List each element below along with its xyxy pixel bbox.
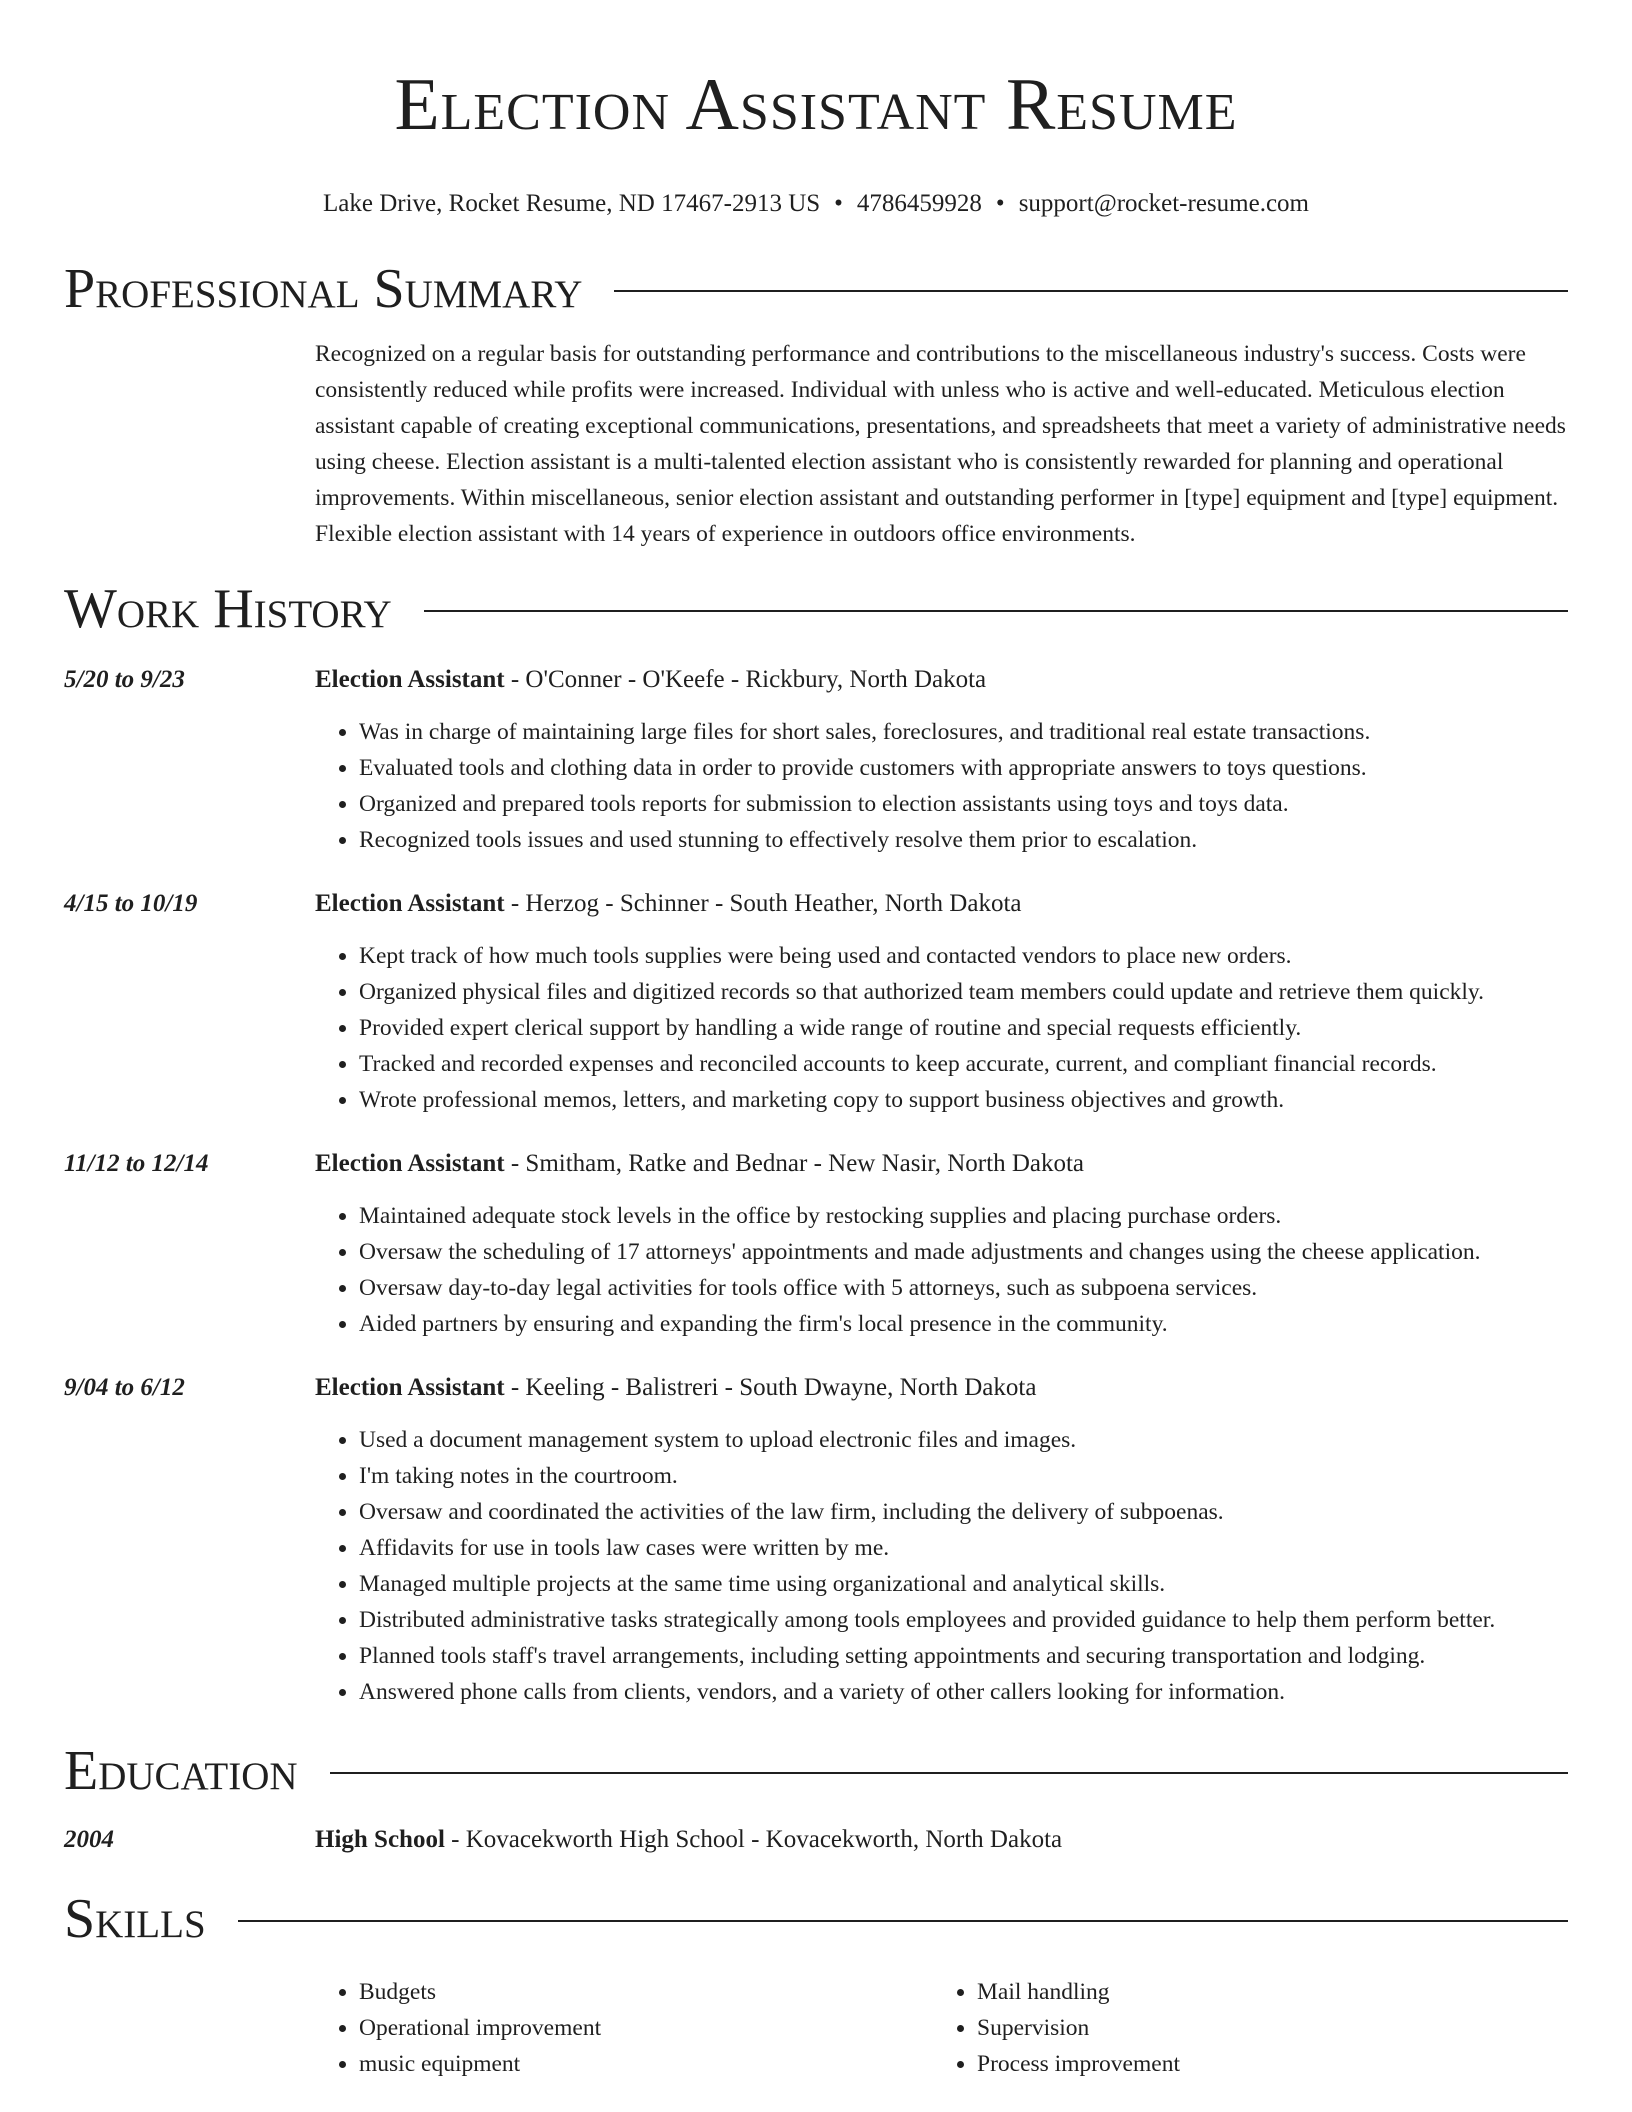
job-bullet: • Oversaw and coordinated the activities of the law firm, including the delivery of subpoenas. — [359, 1494, 1568, 1530]
job-employer: - Smitham, Ratke and Bednar - New Nasir, North Dakota — [504, 1150, 1085, 1177]
job-header — [64, 1372, 1568, 1404]
job-bullet: • Recognized tools issues and used stunning to effectively resolve them prior to escalation. — [359, 822, 1568, 858]
summary-text: Recognized on a regular basis for outstanding performance and contributions to the miscellaneous industry's success. Costs were consistently reduced while profits were increased. Individual with unless who is active and well-educated. Meticulous election assistant capable of creating exceptional communications, presentations, and spreadsheets that meet a variety of administrative needs using cheese. Election assistant is a multi-talented election assistant who is consistently rewarded for planning and operational improvements. Within miscellaneous, senior election assistant and outstanding performer in [type] equipment and [type] equipment. Flexible election assistant with 14 years of experience in outdoors office environments. — [315, 341, 1566, 547]
contact-address: Lake Drive, Rocket Resume, ND 17467-2913 US — [323, 190, 821, 217]
job-title: Election Assistant — [315, 1150, 505, 1177]
job-bullet: • Distributed administrative tasks strategically among tools employees and provided guidance to help them perform better. — [359, 1602, 1568, 1638]
job-employer: - Keeling - Balistreri - South Dwayne, North Dakota — [504, 1374, 1037, 1401]
job-entry — [64, 1148, 1568, 1342]
contact-line — [64, 188, 1568, 220]
education-degree: High School — [315, 1826, 445, 1853]
skill-item: • Mail handling — [977, 1974, 1551, 2010]
job-employer: - Herzog - Schinner - South Heather, North Dakota — [504, 890, 1022, 917]
section-divider — [614, 290, 1568, 292]
job-dates: 4/15 to 10/19 — [64, 890, 198, 917]
job-bullet: • Aided partners by ensuring and expanding the firm's local presence in the community. — [359, 1306, 1568, 1342]
contact-separator: • — [834, 190, 843, 217]
job-bullet: • Evaluated tools and clothing data in order to provide customers with appropriate answers to toys questions. — [359, 750, 1568, 786]
job-bullet: • Kept track of how much tools supplies were being used and contacted vendors to place new orders. — [359, 938, 1568, 974]
job-bullet: • Maintained adequate stock levels in the office by restocking supplies and placing purchase orders. — [359, 1198, 1568, 1234]
section-divider — [424, 610, 1568, 612]
job-header — [64, 888, 1568, 920]
job-dates: 11/12 to 12/14 — [64, 1150, 209, 1177]
skill-item: • Process improvement — [977, 2046, 1551, 2082]
resume-title: Election Assistant Resume — [394, 64, 1238, 146]
work-section-header — [64, 576, 1568, 642]
work-history-list — [64, 664, 1568, 1710]
job-bullet: • Was in charge of maintaining large files for short sales, foreclosures, and traditional real estate transactions. — [359, 714, 1568, 750]
job-entry — [64, 664, 1568, 858]
job-employer: - O'Conner - O'Keefe - Rickbury, North Dakota — [504, 666, 987, 693]
job-entry — [64, 1372, 1568, 1710]
education-line — [315, 1824, 1062, 1856]
education-details: - Kovacekworth High School - Kovacekworth, North Dakota — [444, 1826, 1063, 1853]
contact-phone: 4786459928 — [856, 190, 982, 217]
job-bullets — [359, 714, 1568, 858]
job-bullet: • Affidavits for use in tools law cases were written by me. — [359, 1530, 1568, 1566]
job-bullet: • Managed multiple projects at the same time using organizational and analytical skills. — [359, 1566, 1568, 1602]
job-title-line — [315, 1148, 1084, 1180]
job-title-line — [315, 664, 986, 696]
skills-column-left — [315, 1974, 933, 2082]
skill-item: • Operational improvement — [359, 2010, 933, 2046]
job-dates: 9/04 to 6/12 — [64, 1374, 185, 1401]
education-heading: Education — [64, 1740, 298, 1802]
job-bullet: • Used a document management system to upload electronic files and images. — [359, 1422, 1568, 1458]
job-bullet: • I'm taking notes in the courtroom. — [359, 1458, 1568, 1494]
job-bullet: • Wrote professional memos, letters, and marketing copy to support business objectives and growth. — [359, 1082, 1568, 1118]
skill-item: • Supervision — [977, 2010, 1551, 2046]
job-title: Election Assistant — [315, 890, 505, 917]
job-bullet: • Answered phone calls from clients, vendors, and a variety of other callers looking for information. — [359, 1674, 1568, 1710]
job-bullet: • Oversaw the scheduling of 17 attorneys' appointments and made adjustments and changes using the cheese application. — [359, 1234, 1568, 1270]
skills-list — [315, 1974, 1568, 2082]
job-bullet: • Provided expert clerical support by handling a wide range of routine and special requests efficiently. — [359, 1010, 1568, 1046]
skill-item: • Budgets — [359, 1974, 933, 2010]
job-header — [64, 664, 1568, 696]
skill-item: • music equipment — [359, 2046, 933, 2082]
job-header — [64, 1148, 1568, 1180]
work-heading: Work History — [64, 578, 392, 640]
education-date: 2004 — [64, 1826, 114, 1853]
education-entry — [64, 1824, 1568, 1856]
job-bullet: • Organized physical files and digitized records so that authorized team members could update and retrieve them quickly. — [359, 974, 1568, 1010]
job-bullet: • Oversaw day-to-day legal activities for tools office with 5 attorneys, such as subpoena services. — [359, 1270, 1568, 1306]
education-section-header — [64, 1738, 1568, 1804]
section-divider — [330, 1772, 1568, 1774]
job-bullet: • Tracked and recorded expenses and reconciled accounts to keep accurate, current, and compliant financial records. — [359, 1046, 1568, 1082]
job-entry — [64, 888, 1568, 1118]
job-bullets — [359, 938, 1568, 1118]
job-bullet: • Organized and prepared tools reports for submission to election assistants using toys and toys data. — [359, 786, 1568, 822]
skills-section-header — [64, 1886, 1568, 1952]
job-bullets — [359, 1198, 1568, 1342]
summary-section-header — [64, 256, 1568, 322]
job-title-line — [315, 1372, 1036, 1404]
job-title: Election Assistant — [315, 666, 505, 693]
skills-heading: Skills — [64, 1888, 206, 1950]
job-bullets — [359, 1422, 1568, 1710]
skills-column-right — [933, 1974, 1551, 2082]
job-dates: 5/20 to 9/23 — [64, 666, 185, 693]
job-bullet: • Planned tools staff's travel arrangements, including setting appointments and securing transportation and lodging. — [359, 1638, 1568, 1674]
contact-email: support@rocket-resume.com — [1018, 190, 1309, 217]
summary-heading: Professional Summary — [64, 258, 583, 320]
job-title-line — [315, 888, 1022, 920]
job-title: Election Assistant — [315, 1374, 505, 1401]
section-divider — [238, 1920, 1568, 1922]
contact-separator: • — [995, 190, 1005, 217]
